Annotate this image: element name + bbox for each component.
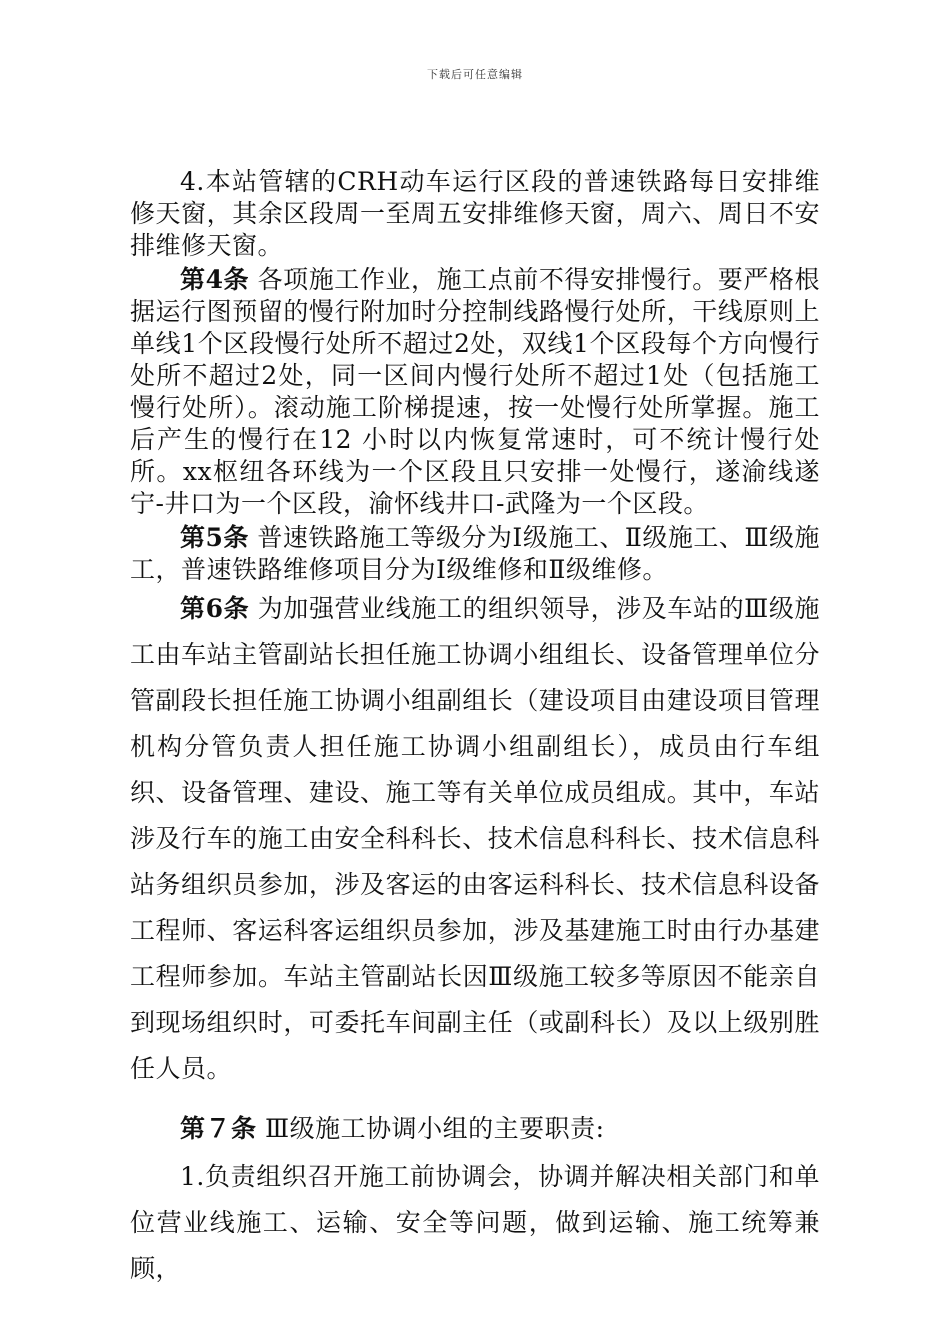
article-4-paragraph <box>130 264 820 520</box>
article-number: 第6条 <box>180 594 250 623</box>
article-number: 第７条 <box>180 1114 257 1143</box>
article-number: 第5条 <box>180 523 249 552</box>
article-6-paragraph <box>130 586 820 1092</box>
paragraph-text: 普速铁路施工等级分为Ⅰ级施工、Ⅱ级施工、Ⅲ级施工，普速铁路维修项目分为Ⅰ级维修和Ⅱ级维修。 <box>130 523 820 584</box>
page-header-note: 下载后可任意编辑 <box>427 68 523 81</box>
paragraph-item-4 <box>130 166 820 262</box>
article-7-paragraph <box>130 1106 820 1152</box>
document-body <box>130 166 820 1292</box>
paragraph-text: 各项施工作业，施工点前不得安排慢行。要严格根据运行图预留的慢行附加时分控制线路慢行处所，干线原则上单线1个区段慢行处所不超过2处，双线1个区段每个方向慢行处所不超过2处，同一区间内慢行处所不超过1处（包括施工慢行处所）。滚动施工阶梯提速，按一处慢行处所掌握。施工后产生的慢行在12 小时以内恢复常速时，可不统计慢行处所。xx枢纽各环线为一个区段且只安排一处慢行，遂渝线遂宁-井口为一个区段，渝怀线井口-武隆为一个区段。 <box>130 265 820 518</box>
paragraph-text: Ⅲ级施工协调小组的主要职责: <box>256 1114 605 1143</box>
article-number: 第4条 <box>180 265 250 294</box>
article-5-paragraph <box>130 522 820 586</box>
paragraph-text: 1.负责组织召开施工前协调会，协调并解决相关部门和单位营业线施工、运输、安全等问题，做到运输、施工统筹兼顾， <box>130 1162 820 1283</box>
paragraph-text: 4.本站管辖的CRH动车运行区段的普速铁路每日安排维修天窗，其余区段周一至周五安排维修天窗，周六、周日不安排维修天窗。 <box>130 167 820 260</box>
paragraph-item-1 <box>130 1154 820 1292</box>
paragraph-text: 为加强营业线施工的组织领导，涉及车站的Ⅲ级施工由车站主管副站长担任施工协调小组组长、设备管理单位分管副段长担任施工协调小组副组长（建设项目由建设项目管理机构分管负责人担任施工协调小组副组长），成员由行车组织、设备管理、建设、施工等有关单位成员组成。其中，车站涉及行车的施工由安全科科长、技术信息科科长、技术信息科站务组织员参加，涉及客运的由客运科科长、技术信息科设备工程师、客运科客运组织员参加，涉及基建施工时由行办基建工程师参加。车站主管副站长因Ⅲ级施工较多等原因不能亲自到现场组织时，可委托车间副主任（或副科长）及以上级别胜任人员。 <box>130 594 820 1083</box>
